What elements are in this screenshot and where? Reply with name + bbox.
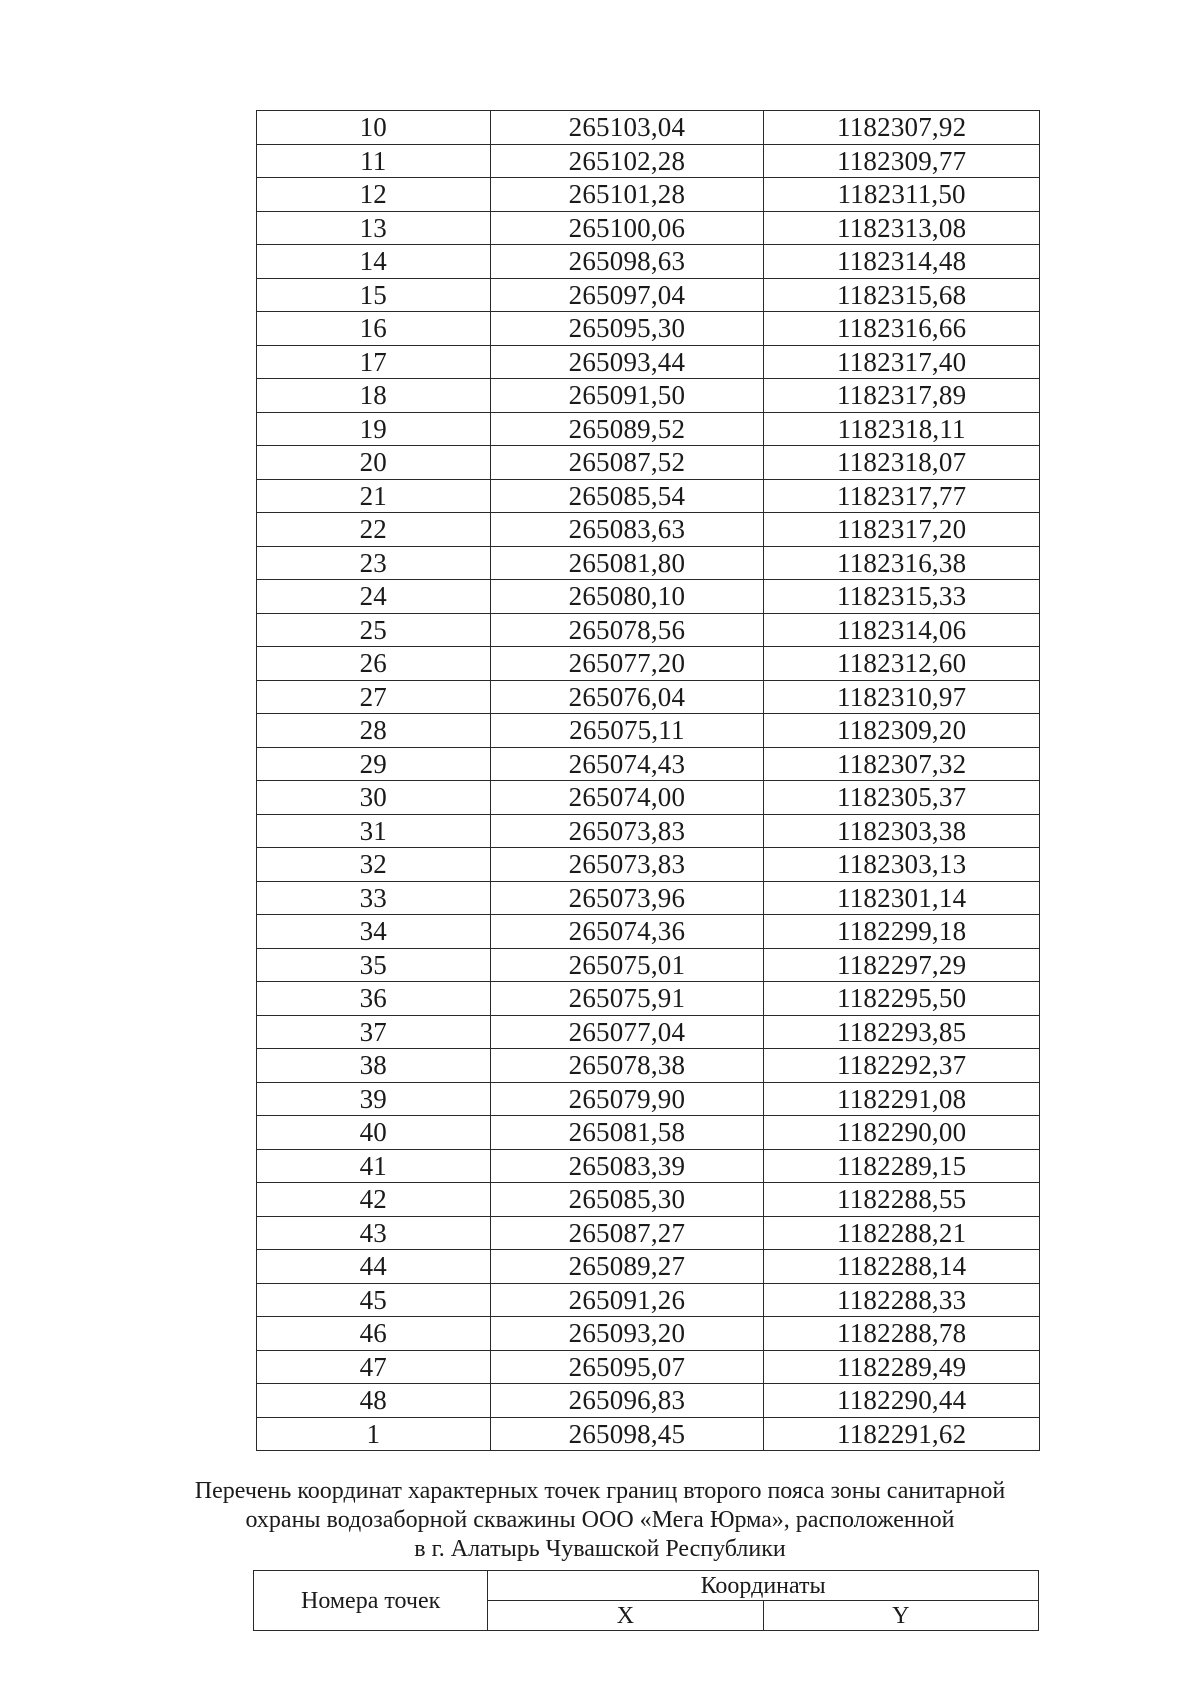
x-coordinate-cell: 265079,90 — [490, 1082, 764, 1116]
table-row — [257, 1417, 1040, 1451]
y-coordinate-cell: 1182288,78 — [764, 1317, 1040, 1351]
y-coordinate-cell: 1182317,40 — [764, 345, 1040, 379]
x-coordinate-cell: 265098,63 — [490, 245, 764, 279]
y-coordinate-cell: 1182291,62 — [764, 1417, 1040, 1451]
x-coordinate-cell: 265073,83 — [490, 848, 764, 882]
x-coordinate-cell: 265085,54 — [490, 479, 764, 513]
point-number-cell: 18 — [257, 379, 491, 413]
x-coordinate-cell: 265100,06 — [490, 211, 764, 245]
table-row — [257, 1250, 1040, 1284]
x-coordinate-cell: 265089,52 — [490, 412, 764, 446]
table-row — [257, 1149, 1040, 1183]
x-coordinate-cell: 265096,83 — [490, 1384, 764, 1418]
table-row — [257, 245, 1040, 279]
point-number-cell: 11 — [257, 144, 491, 178]
x-coordinate-cell: 265074,43 — [490, 747, 764, 781]
point-number-cell: 22 — [257, 513, 491, 547]
x-coordinate-cell: 265078,38 — [490, 1049, 764, 1083]
x-coordinate-cell: 265095,30 — [490, 312, 764, 346]
point-number-cell: 12 — [257, 178, 491, 212]
table-row — [257, 915, 1040, 949]
x-coordinate-cell: 265074,36 — [490, 915, 764, 949]
y-coordinate-cell: 1182305,37 — [764, 781, 1040, 815]
x-coordinate-cell: 265076,04 — [490, 680, 764, 714]
y-coordinate-cell: 1182307,92 — [764, 111, 1040, 145]
table-row — [257, 580, 1040, 614]
x-coordinate-cell: 265074,00 — [490, 781, 764, 815]
x-coordinate-cell: 265075,01 — [490, 948, 764, 982]
y-coordinate-cell: 1182295,50 — [764, 982, 1040, 1016]
point-number-cell: 46 — [257, 1317, 491, 1351]
table-row — [257, 1116, 1040, 1150]
y-coordinate-cell: 1182314,06 — [764, 613, 1040, 647]
point-number-cell: 27 — [257, 680, 491, 714]
point-numbers-header: Номера точек — [254, 1571, 488, 1631]
table-row — [257, 1015, 1040, 1049]
table-row — [257, 1350, 1040, 1384]
point-number-cell: 38 — [257, 1049, 491, 1083]
table-row — [257, 1283, 1040, 1317]
point-number-cell: 19 — [257, 412, 491, 446]
point-number-cell: 13 — [257, 211, 491, 245]
table-row — [257, 613, 1040, 647]
x-coordinate-cell: 265081,58 — [490, 1116, 764, 1150]
y-coordinate-cell: 1182289,15 — [764, 1149, 1040, 1183]
point-number-cell: 43 — [257, 1216, 491, 1250]
table-row — [257, 747, 1040, 781]
table-row — [257, 948, 1040, 982]
point-number-cell: 45 — [257, 1283, 491, 1317]
y-coordinate-cell: 1182315,33 — [764, 580, 1040, 614]
x-coordinate-cell: 265103,04 — [490, 111, 764, 145]
point-number-cell: 44 — [257, 1250, 491, 1284]
x-coordinate-cell: 265083,39 — [490, 1149, 764, 1183]
y-coordinate-cell: 1182316,66 — [764, 312, 1040, 346]
coordinates-table — [256, 110, 1040, 1451]
x-coordinate-cell: 265098,45 — [490, 1417, 764, 1451]
table-row — [257, 513, 1040, 547]
table-row — [257, 178, 1040, 212]
table-row — [257, 211, 1040, 245]
table-row — [257, 278, 1040, 312]
point-number-cell: 17 — [257, 345, 491, 379]
table-row — [257, 848, 1040, 882]
y-coordinate-cell: 1182292,37 — [764, 1049, 1040, 1083]
x-coordinate-cell: 265102,28 — [490, 144, 764, 178]
table-row — [257, 714, 1040, 748]
y-coordinate-cell: 1182314,48 — [764, 245, 1040, 279]
y-coordinate-cell: 1182318,11 — [764, 412, 1040, 446]
x-coordinate-cell: 265091,50 — [490, 379, 764, 413]
point-number-cell: 42 — [257, 1183, 491, 1217]
table-row — [257, 446, 1040, 480]
table-row — [257, 1216, 1040, 1250]
section-heading-line-2: охраны водозаборной скважины ООО «Мега Юрма», расположенной — [245, 1507, 955, 1533]
y-coordinate-cell: 1182299,18 — [764, 915, 1040, 949]
table-row — [257, 412, 1040, 446]
second-coordinates-table-header — [253, 1570, 1039, 1631]
y-coordinate-cell: 1182316,38 — [764, 546, 1040, 580]
point-number-cell: 29 — [257, 747, 491, 781]
table-row — [257, 379, 1040, 413]
table-row — [257, 781, 1040, 815]
x-coordinate-cell: 265077,20 — [490, 647, 764, 681]
point-number-cell: 21 — [257, 479, 491, 513]
y-coordinate-cell: 1182290,44 — [764, 1384, 1040, 1418]
section-heading — [150, 1477, 1050, 1564]
x-coordinate-cell: 265080,10 — [490, 580, 764, 614]
x-coordinate-cell: 265093,20 — [490, 1317, 764, 1351]
x-coordinate-cell: 265095,07 — [490, 1350, 764, 1384]
point-number-cell: 10 — [257, 111, 491, 145]
x-coordinate-cell: 265087,52 — [490, 446, 764, 480]
point-number-cell: 30 — [257, 781, 491, 815]
y-coordinate-cell: 1182317,20 — [764, 513, 1040, 547]
y-coordinate-cell: 1182291,08 — [764, 1082, 1040, 1116]
point-number-cell: 32 — [257, 848, 491, 882]
point-number-cell: 14 — [257, 245, 491, 279]
x-coordinate-cell: 265075,91 — [490, 982, 764, 1016]
table-row — [257, 111, 1040, 145]
point-number-cell: 40 — [257, 1116, 491, 1150]
x-header: X — [488, 1601, 763, 1631]
x-coordinate-cell: 265097,04 — [490, 278, 764, 312]
y-coordinate-cell: 1182303,13 — [764, 848, 1040, 882]
point-number-cell: 41 — [257, 1149, 491, 1183]
y-coordinate-cell: 1182303,38 — [764, 814, 1040, 848]
table-row — [257, 479, 1040, 513]
point-number-cell: 47 — [257, 1350, 491, 1384]
header-row — [254, 1571, 1039, 1601]
y-coordinate-cell: 1182290,00 — [764, 1116, 1040, 1150]
x-coordinate-cell: 265077,04 — [490, 1015, 764, 1049]
table-row — [257, 546, 1040, 580]
table-row — [257, 881, 1040, 915]
point-number-cell: 48 — [257, 1384, 491, 1418]
y-coordinate-cell: 1182313,08 — [764, 211, 1040, 245]
y-coordinate-cell: 1182301,14 — [764, 881, 1040, 915]
coordinates-table-body — [257, 111, 1040, 1451]
y-coordinate-cell: 1182310,97 — [764, 680, 1040, 714]
point-number-cell: 15 — [257, 278, 491, 312]
point-number-cell: 20 — [257, 446, 491, 480]
point-number-cell: 34 — [257, 915, 491, 949]
table-row — [257, 1082, 1040, 1116]
y-coordinate-cell: 1182317,77 — [764, 479, 1040, 513]
section-heading-line-3: в г. Алатырь Чувашской Республики — [414, 1536, 786, 1562]
point-number-cell: 23 — [257, 546, 491, 580]
point-number-cell: 37 — [257, 1015, 491, 1049]
y-coordinate-cell: 1182289,49 — [764, 1350, 1040, 1384]
x-coordinate-cell: 265078,56 — [490, 613, 764, 647]
table-row — [257, 647, 1040, 681]
y-coordinate-cell: 1182318,07 — [764, 446, 1040, 480]
point-number-cell: 28 — [257, 714, 491, 748]
point-number-cell: 39 — [257, 1082, 491, 1116]
point-number-cell: 35 — [257, 948, 491, 982]
x-coordinate-cell: 265073,96 — [490, 881, 764, 915]
table-row — [257, 1317, 1040, 1351]
coordinates-header: Координаты — [488, 1571, 1039, 1601]
point-number-cell: 26 — [257, 647, 491, 681]
x-coordinate-cell: 265073,83 — [490, 814, 764, 848]
table-row — [257, 1384, 1040, 1418]
y-coordinate-cell: 1182312,60 — [764, 647, 1040, 681]
table-row — [257, 345, 1040, 379]
point-number-cell: 25 — [257, 613, 491, 647]
x-coordinate-cell: 265081,80 — [490, 546, 764, 580]
table-row — [257, 1049, 1040, 1083]
x-coordinate-cell: 265091,26 — [490, 1283, 764, 1317]
x-coordinate-cell: 265101,28 — [490, 178, 764, 212]
y-coordinate-cell: 1182288,33 — [764, 1283, 1040, 1317]
table-row — [257, 1183, 1040, 1217]
table-row — [257, 982, 1040, 1016]
x-coordinate-cell: 265089,27 — [490, 1250, 764, 1284]
y-coordinate-cell: 1182311,50 — [764, 178, 1040, 212]
section-heading-line-1: Перечень координат характерных точек границ второго пояса зоны санитарной — [194, 1478, 1006, 1504]
y-coordinate-cell: 1182309,77 — [764, 144, 1040, 178]
x-coordinate-cell: 265083,63 — [490, 513, 764, 547]
y-header: Y — [763, 1601, 1038, 1631]
y-coordinate-cell: 1182288,14 — [764, 1250, 1040, 1284]
y-coordinate-cell: 1182317,89 — [764, 379, 1040, 413]
point-number-cell: 31 — [257, 814, 491, 848]
y-coordinate-cell: 1182315,68 — [764, 278, 1040, 312]
x-coordinate-cell: 265085,30 — [490, 1183, 764, 1217]
table-row — [257, 680, 1040, 714]
point-number-cell: 24 — [257, 580, 491, 614]
table-row — [257, 814, 1040, 848]
point-number-cell: 33 — [257, 881, 491, 915]
y-coordinate-cell: 1182309,20 — [764, 714, 1040, 748]
y-coordinate-cell: 1182293,85 — [764, 1015, 1040, 1049]
y-coordinate-cell: 1182288,21 — [764, 1216, 1040, 1250]
table-row — [257, 144, 1040, 178]
point-number-cell: 1 — [257, 1417, 491, 1451]
y-coordinate-cell: 1182297,29 — [764, 948, 1040, 982]
point-number-cell: 36 — [257, 982, 491, 1016]
table-row — [257, 312, 1040, 346]
x-coordinate-cell: 265087,27 — [490, 1216, 764, 1250]
point-number-cell: 16 — [257, 312, 491, 346]
y-coordinate-cell: 1182307,32 — [764, 747, 1040, 781]
y-coordinate-cell: 1182288,55 — [764, 1183, 1040, 1217]
x-coordinate-cell: 265093,44 — [490, 345, 764, 379]
x-coordinate-cell: 265075,11 — [490, 714, 764, 748]
